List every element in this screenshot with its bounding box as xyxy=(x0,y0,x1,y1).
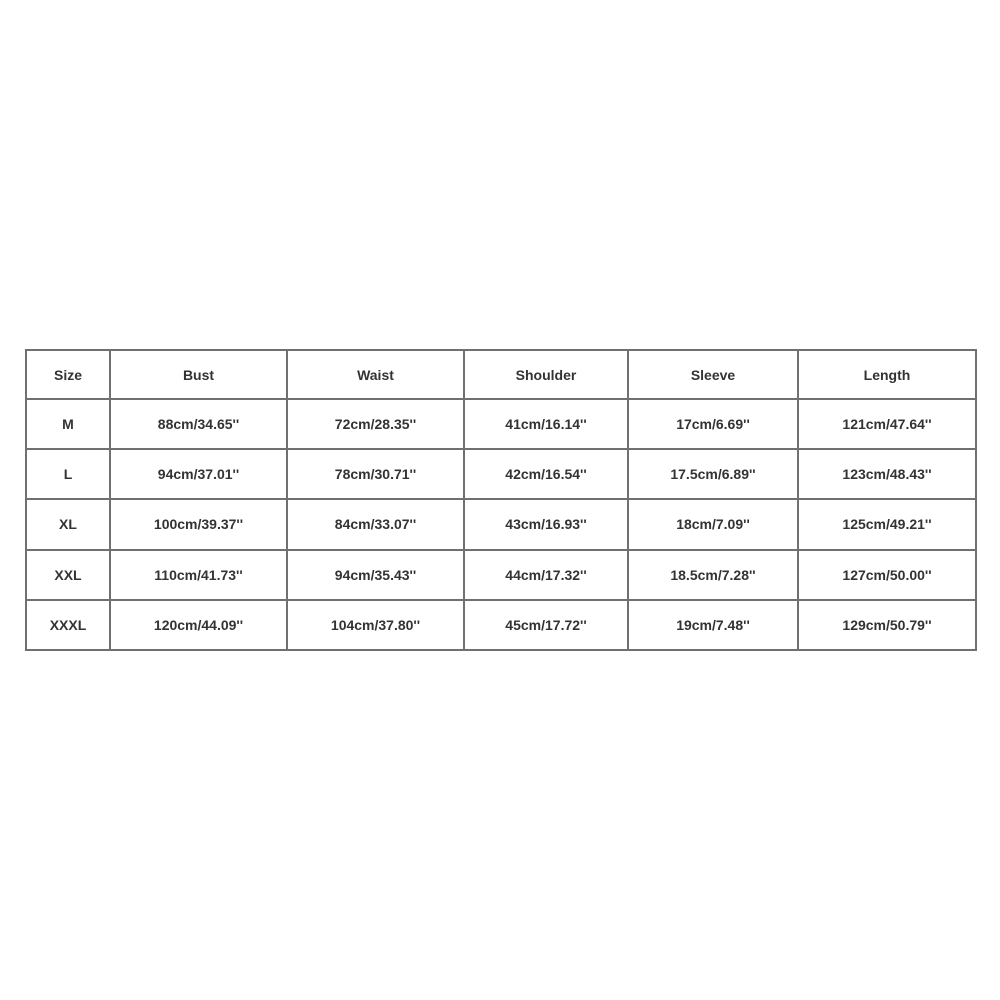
cell-bust: 94cm/37.01'' xyxy=(110,449,287,499)
cell-bust: 88cm/34.65'' xyxy=(110,399,287,449)
cell-sleeve: 18.5cm/7.28'' xyxy=(628,550,798,600)
cell-length: 129cm/50.79'' xyxy=(798,600,976,650)
cell-size: XL xyxy=(26,499,110,549)
cell-length: 127cm/50.00'' xyxy=(798,550,976,600)
cell-shoulder: 44cm/17.32'' xyxy=(464,550,628,600)
cell-shoulder: 41cm/16.14'' xyxy=(464,399,628,449)
header-sleeve: Sleeve xyxy=(628,350,798,399)
cell-sleeve: 19cm/7.48'' xyxy=(628,600,798,650)
cell-bust: 100cm/39.37'' xyxy=(110,499,287,549)
cell-shoulder: 45cm/17.72'' xyxy=(464,600,628,650)
cell-waist: 94cm/35.43'' xyxy=(287,550,464,600)
cell-waist: 104cm/37.80'' xyxy=(287,600,464,650)
cell-waist: 78cm/30.71'' xyxy=(287,449,464,499)
size-chart-table xyxy=(25,349,977,651)
cell-length: 125cm/49.21'' xyxy=(798,499,976,549)
cell-length: 123cm/48.43'' xyxy=(798,449,976,499)
table-row xyxy=(26,449,976,499)
cell-length: 121cm/47.64'' xyxy=(798,399,976,449)
header-length: Length xyxy=(798,350,976,399)
cell-size: M xyxy=(26,399,110,449)
cell-shoulder: 43cm/16.93'' xyxy=(464,499,628,549)
cell-shoulder: 42cm/16.54'' xyxy=(464,449,628,499)
table-header-row xyxy=(26,350,976,399)
cell-size: XXXL xyxy=(26,600,110,650)
cell-waist: 72cm/28.35'' xyxy=(287,399,464,449)
header-shoulder: Shoulder xyxy=(464,350,628,399)
header-waist: Waist xyxy=(287,350,464,399)
table-row xyxy=(26,600,976,650)
cell-size: XXL xyxy=(26,550,110,600)
header-size: Size xyxy=(26,350,110,399)
header-bust: Bust xyxy=(110,350,287,399)
table-row xyxy=(26,550,976,600)
cell-sleeve: 17cm/6.69'' xyxy=(628,399,798,449)
cell-bust: 120cm/44.09'' xyxy=(110,600,287,650)
table-row xyxy=(26,399,976,449)
cell-waist: 84cm/33.07'' xyxy=(287,499,464,549)
cell-bust: 110cm/41.73'' xyxy=(110,550,287,600)
cell-size: L xyxy=(26,449,110,499)
cell-sleeve: 17.5cm/6.89'' xyxy=(628,449,798,499)
table-row xyxy=(26,499,976,549)
cell-sleeve: 18cm/7.09'' xyxy=(628,499,798,549)
